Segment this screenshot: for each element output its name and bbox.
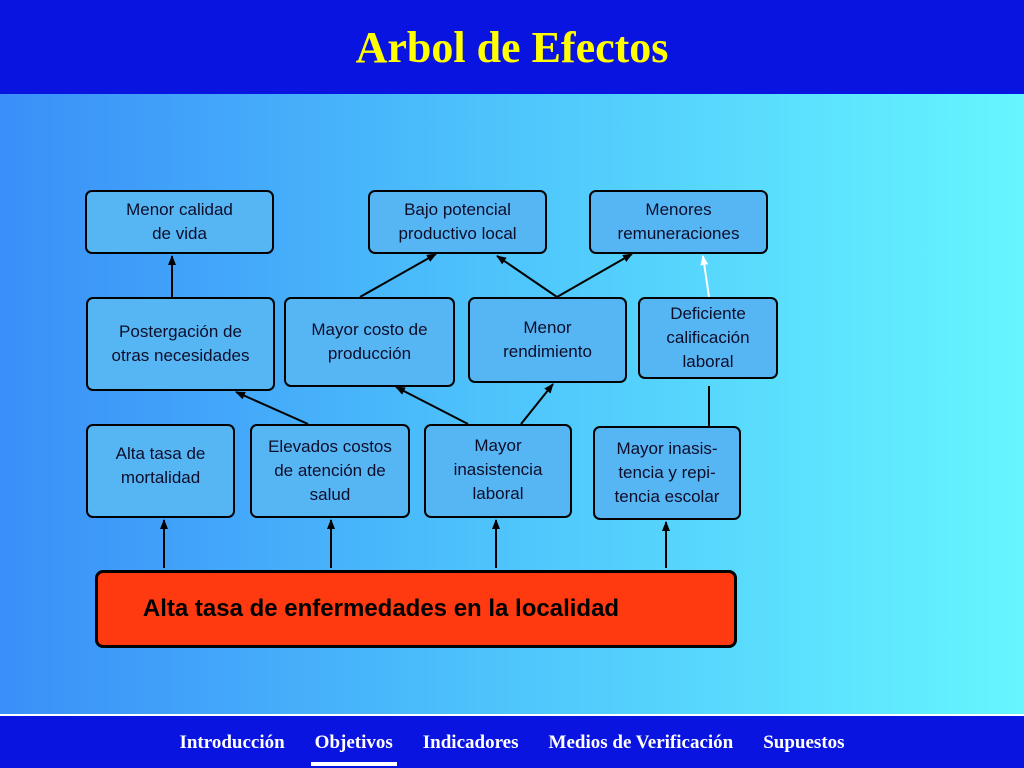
page-title: Arbol de Efectos <box>355 23 669 72</box>
nav-indicadores[interactable]: Indicadores <box>422 732 519 753</box>
effect-elevados-costos-salud: Elevados costos de atención de salud <box>250 424 410 518</box>
arrow-elevados-to-postergacion <box>236 392 308 424</box>
arrow-rendimiento-to-remuneraciones <box>557 254 632 297</box>
nav-introduccion[interactable]: Introducción <box>179 732 285 753</box>
effect-menor-calidad-de-vida: Menor calidad de vida <box>85 190 274 254</box>
effect-menor-rendimiento: Menor rendimiento <box>468 297 627 383</box>
core-problem-box: Alta tasa de enfermedades en la localidad <box>95 570 737 648</box>
arrow-inasistencia-to-costo <box>396 387 468 424</box>
effect-menores-remuneraciones: Menores remuneraciones <box>589 190 768 254</box>
effect-deficiente-calificacion: Deficiente calificación laboral <box>638 297 778 379</box>
nav-objetivos[interactable]: Objetivos <box>315 732 393 760</box>
effect-alta-tasa-mortalidad: Alta tasa de mortalidad <box>86 424 235 518</box>
effect-inasistencia-escolar: Mayor inasis- tencia y repi- tencia escolar <box>593 426 741 520</box>
arrow-inasistencia-to-rendimiento <box>521 384 553 424</box>
effect-mayor-costo-produccion: Mayor costo de producción <box>284 297 455 387</box>
navigation-bar <box>0 714 1024 768</box>
arrow-rendimiento-to-potencial <box>497 256 557 297</box>
effect-mayor-inasistencia-laboral: Mayor inasistencia laboral <box>424 424 572 518</box>
effect-postergacion-necesidades: Postergación de otras necesidades <box>86 297 275 391</box>
nav-medios-de-verificacion[interactable]: Medios de Verificación <box>548 732 734 753</box>
arrow-calificacion-to-remuneraciones <box>703 256 709 297</box>
effect-bajo-potencial-productivo: Bajo potencial productivo local <box>368 190 547 254</box>
nav-supuestos[interactable]: Supuestos <box>763 732 845 753</box>
arrow-costo-to-potencial <box>360 254 436 297</box>
